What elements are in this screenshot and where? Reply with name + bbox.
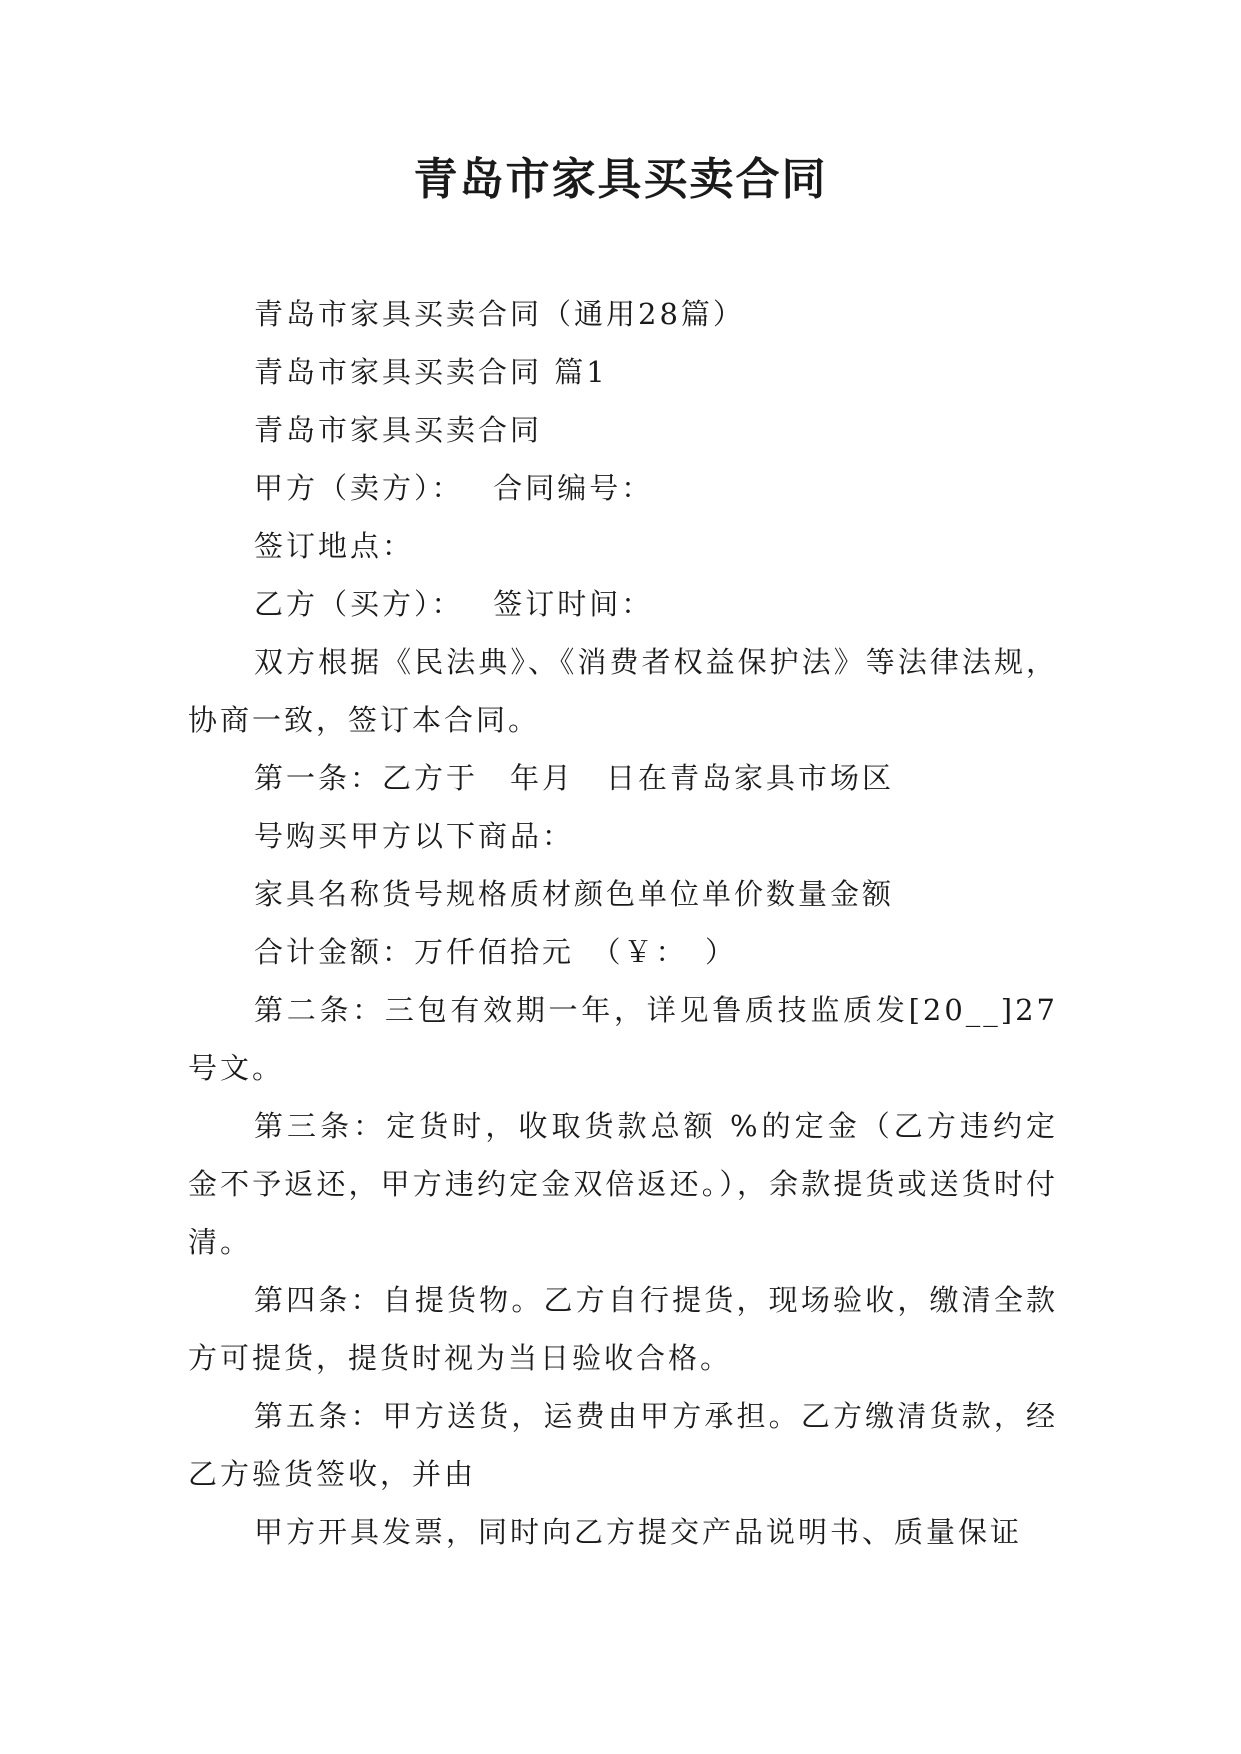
goods-table-header: 家具名称货号规格质材颜色单位单价数量金额 xyxy=(254,877,895,911)
total-amount-line: 合计金额：万仟佰拾元 （￥： ） xyxy=(254,935,738,969)
contract-heading: 青岛市家具买卖合同 xyxy=(254,413,543,447)
article-5-paragraph: 第五条：甲方送货，运费由甲方承担。乙方缴清货款，经乙方验货签收，并由 xyxy=(188,1399,1058,1491)
document-title: 青岛市家具买卖合同 xyxy=(413,154,828,205)
document-body xyxy=(188,285,1058,1561)
subtitle-collection: 青岛市家具买卖合同（通用28篇） xyxy=(254,297,745,331)
article-2-paragraph: 第二条：三包有效期一年，详见鲁质技监质发[20__]27号文。 xyxy=(188,993,1058,1085)
article-3-paragraph: 第三条：定货时，收取货款总额 %的定金（乙方违约定金不予返还，甲方违约定金双倍返还。），余款提货或送货时付清。 xyxy=(188,1109,1058,1259)
section-heading: 青岛市家具买卖合同 篇1 xyxy=(254,355,608,389)
article-5-continued: 甲方开具发票，同时向乙方提交产品说明书、质量保证 xyxy=(254,1515,1023,1549)
signing-place-line: 签订地点： xyxy=(254,529,415,563)
article-1-continued: 号购买甲方以下商品： xyxy=(254,819,575,853)
article-1-line: 第一条：乙方于 年月 日在青岛家具市场区 xyxy=(254,761,895,795)
article-4-paragraph: 第四条：自提货物。乙方自行提货，现场验收，缴清全款方可提货，提货时视为当日验收合格。 xyxy=(188,1283,1058,1375)
party-b-line: 乙方（买方）： 签订时间： xyxy=(254,587,654,621)
party-a-line: 甲方（卖方）： 合同编号： xyxy=(254,471,654,505)
preamble-paragraph: 双方根据《民法典》、《消费者权益保护法》等法律法规，协商一致，签订本合同。 xyxy=(188,645,1058,737)
